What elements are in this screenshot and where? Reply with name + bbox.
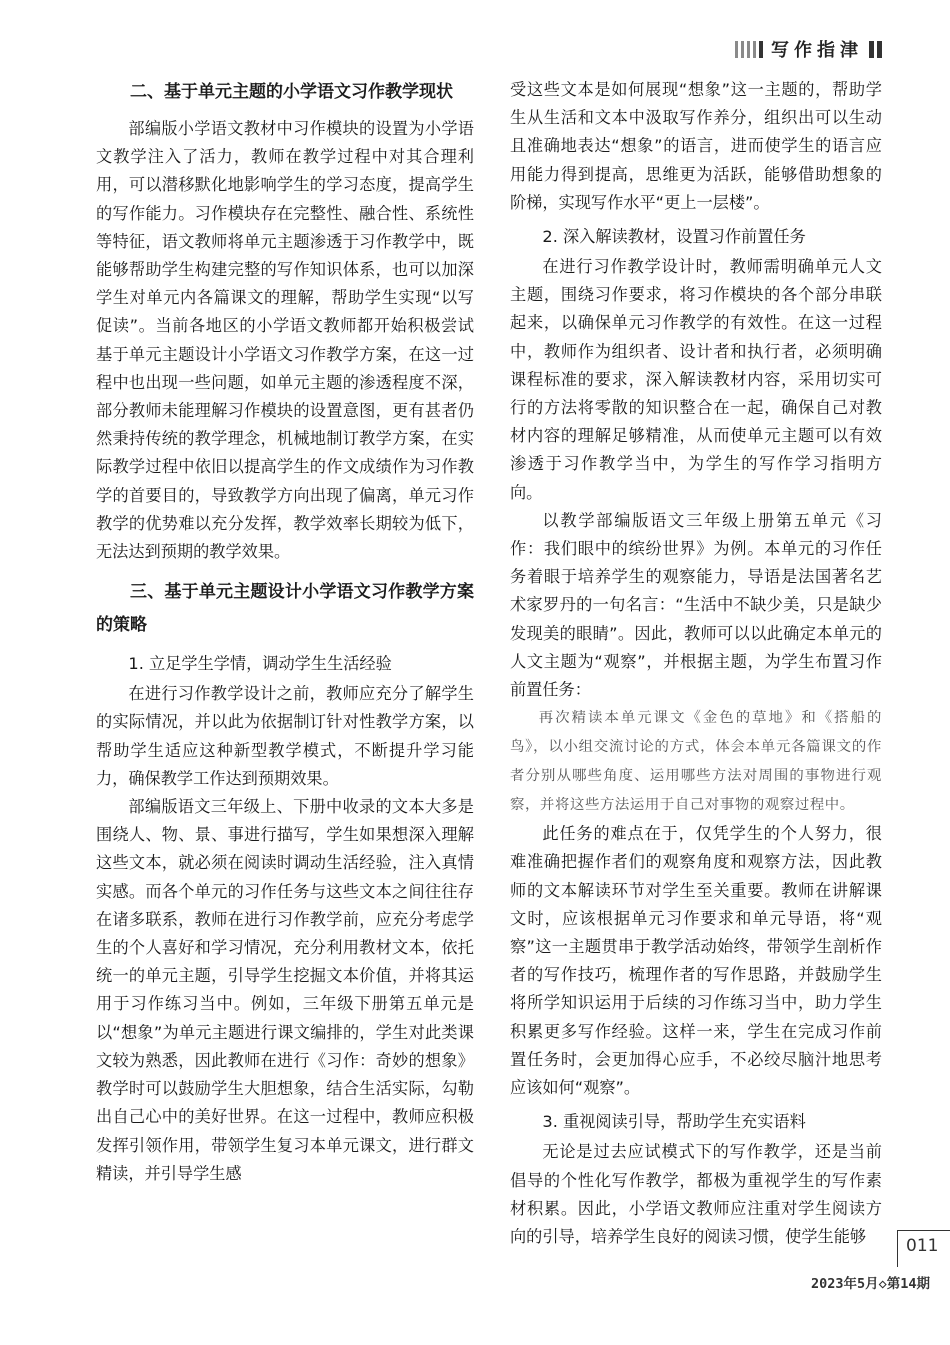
issue-label: 2023年5月◇第14期	[810, 1276, 930, 1292]
header-end-bars	[869, 41, 882, 58]
task-quote: 再次精读本单元课文《金色的草地》和《搭船的鸟》，以小组交流讨论的方式，体会本单元各篇课文的作者分别从哪些角度、运用哪些方法对周围的事物进行观察，并将这些方法运用于自己对事物的观察过程中。	[510, 710, 882, 814]
header-decor-bars	[735, 41, 763, 58]
page-number: 011	[906, 1236, 939, 1256]
subsection3-heading: 3. 重视阅读引导，帮助学生充实语料	[542, 1112, 806, 1132]
subsection2-paragraph-1: 在进行习作教学设计时，教师需明确单元人文主题，围绕习作要求，将习作模块的各个部分串联起来，以确保单元习作教学的有效性。在这一过程中，教师作为组织者、设计者和执行者，必须明确课程标准的要求，深入解读教材内容，采用切实可行的方法将零散的知识整合在一起，确保自己对教材内容的理解足够精准，从而使单元主题可以有效渗透于习作教学当中，为学生的写作学习指明方向。	[510, 257, 882, 502]
section2-heading: 二、基于单元主题的小学语文习作教学现状	[130, 82, 453, 102]
subsection3-paragraph-1: 无论是过去应试模式下的写作教学，还是当前倡导的个性化写作教学，都极为重视学生的写作素材积累。因此，小学语文教师应注重对学生阅读方向的引导，培养学生良好的阅读习惯，使学生能够	[510, 1142, 882, 1246]
subsection1-paragraph-1: 在进行习作教学设计之前，教师应充分了解学生的实际情况，并以此为依据制订针对性教学方案，以帮助学生适应这种新型教学模式，不断提升学习能力，确保教学工作达到预期效果。	[96, 684, 474, 788]
subsection2-paragraph-3: 此任务的难点在于，仅凭学生的个人努力，很难准确把握作者们的观察角度和观察方法，因此教师的文本解读环节对学生至关重要。教师在讲解课文时，应该根据单元习作要求和单元导语，将“观察”这一主题贯串于教学活动始终，带领学生剖析作者的写作技巧，梳理作者的写作思路，并鼓励学生将所学知识运用于后续的习作练习当中，助力学生积累更多写作经验。这样一来，学生在完成习作前置任务时，会更加得心应手，不必绞尽脑汁地思考应该如何“观察”。	[510, 824, 882, 1098]
subsection2-heading: 2. 深入解读教材，设置习作前置任务	[542, 227, 806, 247]
subsection1-paragraph-2: 部编版语文三年级上、下册中收录的文本大多是围绕人、物、景、事进行描写，学生如果想深入理解这些文本，就必须在阅读时调动生活经验，注入真情实感。而各个单元的习作任务与这些文本之间往往存在诸多联系，教师在进行习作教学前，应充分考虑学生的个人喜好和学习情况，充分利用教材文本，依托统一的单元主题，引导学生挖掘文本价值，并将其运用于习作练习当中。例如，三年级下册第五单元是以“想象”为单元主题进行课文编排的，学生对此类课文较为熟悉，因此教师在进行《习作：奇妙的想象》教学时可以鼓励学生大胆想象，结合生活实际，勾勒出自己心中的美好世界。在这一过程中，教师应积极发挥引领作用，带领学生复习本单元课文，进行群文精读，并引导学生感	[96, 797, 474, 1183]
section2-paragraph: 部编版小学语文教材中习作模块的设置为小学语文教学注入了活力，教师在教学过程中对其合理利用，可以潜移默化地影响学生的学习态度，提高学生的写作能力。习作模块存在完整性、融合性、系统性等特征，语文教师将单元主题渗透于习作教学中，既能够帮助学生构建完整的写作知识体系，也可以加深学生对单元内各篇课文的理解，帮助学生实现“以写促读”。当前各地区的小学语文教师都开始积极尝试基于单元主题设计小学语文习作教学方案，在这一过程中也出现一些问题，如单元主题的渗透程度不深，部分教师未能理解习作模块的设置意图，更有甚者仍然秉持传统的教学理念，机械地制订教学方案，在实际教学过程中依旧以提高学生的作文成绩作为习作教学的首要目的，导致教学方向出现了偏离，单元习作教学的优势难以充分发挥，教学效率长期较为低下，无法达到预期的教学效果。	[96, 119, 474, 562]
section3-heading: 三、基于单元主题设计小学语文习作教学方案的策略	[96, 582, 474, 636]
right-column	[510, 76, 882, 1251]
subsection1-heading: 1. 立足学生学情，调动学生生活经验	[128, 654, 392, 674]
running-header	[735, 36, 882, 62]
header-title: 写作指津	[771, 40, 863, 61]
subsection2-paragraph-2: 以教学部编版语文三年级上册第五单元《习作：我们眼中的缤纷世界》为例。本单元的习作任务着眼于培养学生的观察能力，导语是法国著名艺术家罗丹的一句名言：“生活中不缺少美，只是缺少发现美的眼睛”。因此，教师可以以此确定本单元的人文主题为“观察”，并根据主题，为学生布置习作前置任务：	[510, 510, 882, 700]
continued-paragraph: 受这些文本是如何展现“想象”这一主题的，帮助学生从生活和文本中汲取写作养分，组织出可以生动且准确地表达“想象”的语言，进而使学生的语言应用能力得到提高，思维更为活跃，能够借助想象的阶梯，实现写作水平“更上一层楼”。	[510, 80, 882, 212]
left-column	[96, 76, 474, 1188]
